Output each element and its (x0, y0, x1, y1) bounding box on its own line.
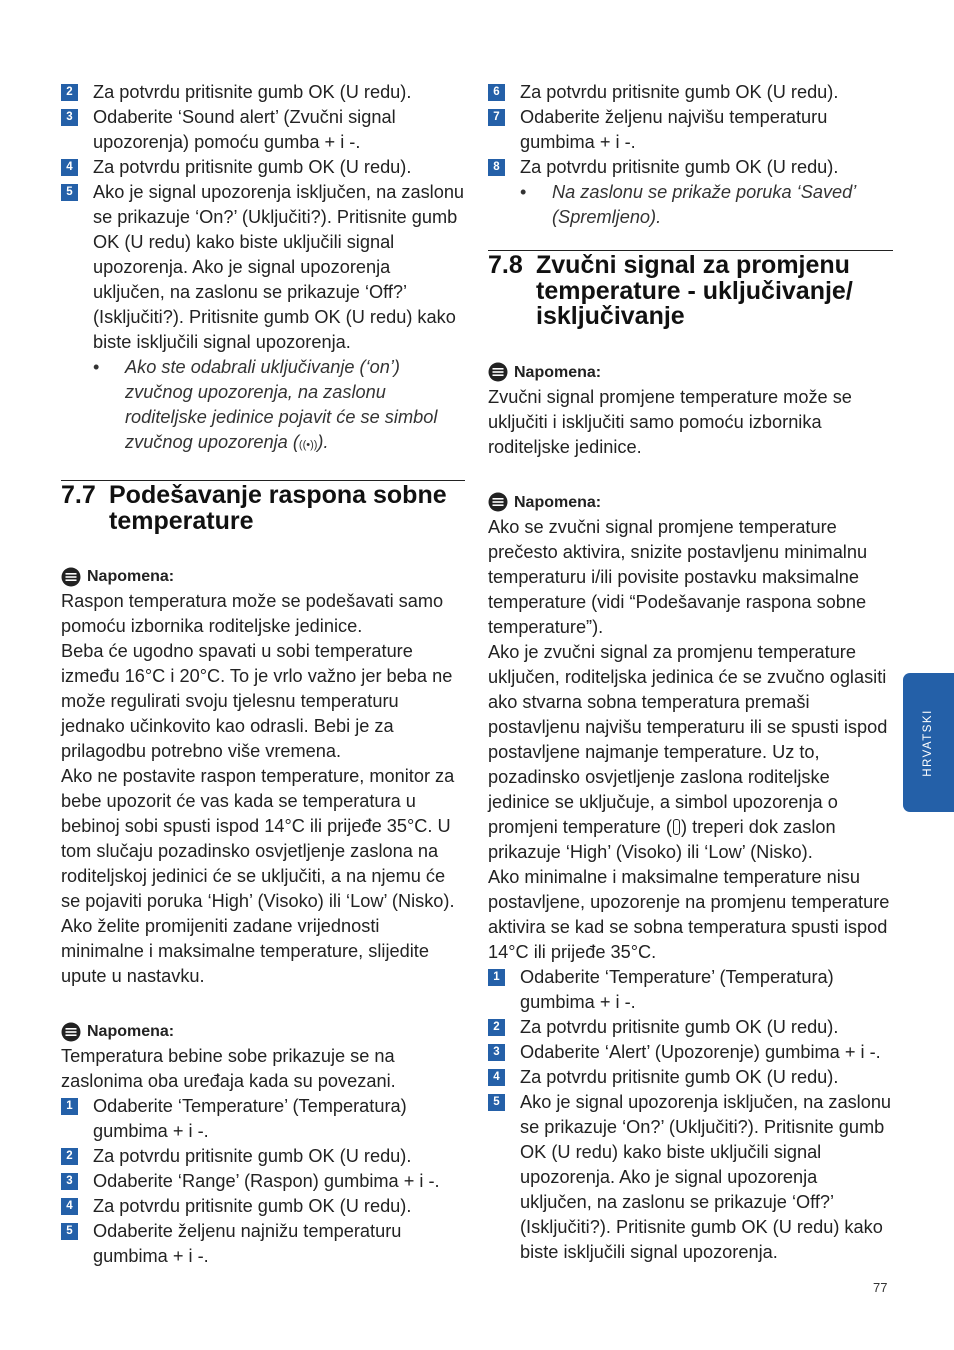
step-number: 3 (61, 109, 78, 126)
note-heading (61, 564, 465, 589)
step-item (488, 80, 893, 105)
note-text: Zvučni signal promjene temperature može se uključiti i isključiti samo pomoću izbornika roditeljske jedinice. (488, 386, 852, 457)
step-number: 4 (61, 159, 78, 176)
step-number: 1 (61, 1098, 78, 1115)
left-top-steps (61, 80, 465, 458)
bullet-item (488, 180, 893, 230)
step-number: 5 (488, 1094, 505, 1111)
note-label: Napomena: (514, 363, 602, 381)
note-icon (488, 492, 508, 512)
step-item (488, 1065, 893, 1090)
step-number: 3 (488, 1044, 505, 1061)
bullet-dot: • (520, 182, 527, 202)
sound-alert-icon: ((•)) (298, 439, 318, 451)
right-bottom-steps (488, 965, 893, 1265)
body-text: Ako je zvučni signal za promjenu temperature uključen, roditeljska jedinica će se zvučno oglasiti ako stvarna sobna temperatura premaši postavljenu najvišu temperaturu ili se spusti ispod postavljene najmanje temperature. Uz to, pozadinsko osvjetljenje zaslona roditeljske jedinice se uključuje, a simbol upozorenja o promjeni temperature ( (488, 641, 888, 837)
step-item (488, 155, 893, 180)
section-heading-7-7 (61, 480, 465, 534)
language-side-tab (903, 673, 954, 812)
step-text: Za potvrdu pritisnite gumb OK (U redu). (520, 1066, 839, 1087)
step-text: Odaberite ‘Temperature’ (Temperatura) gumbima + i -. (93, 1096, 407, 1141)
note-text: Raspon temperatura može se podešavati samo pomoću izbornika roditeljske jedinice. (61, 591, 444, 636)
note-icon (61, 567, 81, 587)
bullet-text: Ako ste odabrali uključivanje (‘on’) zvučnog upozorenja, na zaslonu roditeljske jedinice pojavit će se simbol zvučnog upozorenja ( (125, 357, 438, 452)
step-text: Odaberite ‘Alert’ (Upozorenje) gumbima + i -. (520, 1041, 881, 1062)
step-item (61, 1169, 465, 1194)
note-icon (61, 1022, 81, 1042)
note-icon (488, 362, 508, 382)
section-title-text: Podešavanje raspona sobne temperature (109, 481, 447, 535)
thermometer-icon (673, 819, 680, 835)
step-number: 5 (61, 1223, 78, 1240)
step-number: 8 (488, 159, 505, 176)
step-text: Za potvrdu pritisnite gumb OK (U redu). (520, 82, 839, 102)
step-item (61, 105, 465, 155)
step-text: Za potvrdu pritisnite gumb OK (U redu). (520, 157, 839, 177)
section-title (61, 483, 465, 534)
body-paragraph: Ako ne postavite raspon temperature, monitor za bebe upozorit će vas kada se temperatura u bebinoj sobi spusti ispod 14°C ili prijeđe 35°C. U tom slučaju pozadinsko osvjetljenje zaslona na roditeljskoj jedinici će se uključiti, a na njemu će se pojaviti poruka ‘High’ (Visoko) ili ‘Low’ (Nisko). Ako želite promijeniti zadane vrijednosti minimalne i maksimalne temperature, slijedite upute u nastavku. (61, 766, 455, 986)
step-number: 6 (488, 84, 505, 101)
step-item (488, 1090, 893, 1265)
step-item (61, 1144, 465, 1169)
step-item (488, 965, 893, 1015)
note-text: Temperatura bebine sobe prikazuje se na zaslonima oba uređaja kada su povezani. (61, 1046, 396, 1091)
note-label: Napomena: (87, 1023, 175, 1040)
step-text: Za potvrdu pritisnite gumb OK (U redu). (93, 1196, 412, 1216)
language-label: HRVATSKI (922, 709, 934, 777)
body-paragraph: Beba će ugodno spavati u sobi temperature između 16°C i 20°C. To je vrlo važno jer beba ne može regulirati svoju tjelesnu temperaturu jednako učinkovito kao odrasli. Bebi je za prilagodbu potrebno više vremena. (61, 641, 453, 761)
step-item (61, 80, 465, 105)
note-heading (488, 490, 893, 515)
body-text: ) treperi dok zaslon prikazuje ‘High’ (Visoko) ili ‘Low’ (Nisko). (488, 816, 836, 862)
step-item (61, 1219, 465, 1269)
section-number: 7.8 (488, 251, 523, 279)
step-text: Ako je signal upozorenja isključen, na zaslonu se prikazuje ‘On?’ (Uključiti?). Pritisnite gumb OK (U redu) kako biste uključili signal upozorenja. Ako je signal upozorenja uključen, na zaslonu se prikazuje ‘Off?’ (Isključiti?). Pritisnite gumb OK (U redu) kako biste isključili signal upozorenja. (93, 182, 465, 352)
step-item (61, 1094, 465, 1144)
note-label: Napomena: (514, 493, 602, 511)
note-text: Ako se zvučni signal promjene temperature prečesto aktivira, snizite postavljenu minimalnu temperaturu i/ili povisite postavku maksimalne temperature (vidi “Podešavanje raspona sobne temperature”). (488, 516, 868, 637)
section-number: 7.7 (61, 481, 96, 509)
bullet-text-end: ). (317, 432, 329, 452)
step-text: Za potvrdu pritisnite gumb OK (U redu). (93, 1146, 412, 1166)
step-number: 2 (488, 1019, 505, 1036)
bullet-dot: • (93, 357, 100, 377)
bullet-text: Na zaslonu se prikaže poruka ‘Saved’ (Spremljeno). (552, 182, 856, 227)
step-text: Odaberite ‘Temperature’ (Temperatura) gumbima + i -. (520, 966, 834, 1012)
step-text: Odaberite željenu najnižu temperaturu gumbima + i -. (93, 1221, 402, 1266)
step-text: Za potvrdu pritisnite gumb OK (U redu). (520, 1016, 839, 1037)
body-paragraph (488, 640, 893, 865)
step-item (488, 1015, 893, 1040)
step-text: Za potvrdu pritisnite gumb OK (U redu). (93, 82, 412, 102)
step-text: Za potvrdu pritisnite gumb OK (U redu). (93, 157, 412, 177)
note-label: Napomena: (87, 568, 175, 585)
step-number: 7 (488, 109, 505, 126)
bullet-item (61, 355, 465, 458)
step-item (61, 1194, 465, 1219)
step-number: 1 (488, 969, 505, 986)
body-paragraph: Ako minimalne i maksimalne temperature nisu postavljene, upozorenje na promjenu temperature aktivira se kad se sobna temperatura spusti ispod 14°C ili prijeđe 35°C. (488, 866, 890, 962)
step-text: Odaberite ‘Range’ (Raspon) gumbima + i -. (93, 1171, 440, 1191)
right-top-steps (488, 80, 893, 230)
section-heading-7-8 (488, 250, 893, 330)
step-number: 3 (61, 1173, 78, 1190)
section-title (488, 253, 893, 330)
step-item (488, 1040, 893, 1065)
step-text: Ako je signal upozorenja isključen, na zaslonu se prikazuje ‘On?’ (Uključiti?). Pritisnite gumb OK (U redu) kako biste uključili signal upozorenja. Ako je signal upozorenja uključen, na zaslonu se prikazuje ‘Off?’ (Isključiti?). Pritisnite gumb OK (U redu) kako biste isključili signal upozorenja. (520, 1091, 892, 1262)
step-text: Odaberite ‘Sound alert’ (Zvučni signal upozorenja) pomoću gumba + i -. (93, 107, 396, 152)
right-column (488, 80, 893, 1265)
step-item (488, 105, 893, 155)
step-number: 2 (61, 84, 78, 101)
step-number: 5 (61, 184, 78, 201)
left-bottom-steps (61, 1094, 465, 1269)
step-number: 4 (61, 1198, 78, 1215)
section-title-text: Zvučni signal za promjenu temperature - uključivanje/ isključivanje (536, 251, 853, 330)
step-item (61, 180, 465, 355)
step-text: Odaberite željenu najvišu temperaturu gumbima + i -. (520, 107, 828, 152)
left-column (61, 80, 465, 1269)
page-number: 77 (873, 1280, 888, 1295)
note-heading (488, 360, 893, 385)
step-number: 4 (488, 1069, 505, 1086)
step-item (61, 155, 465, 180)
step-number: 2 (61, 1148, 78, 1165)
note-heading (61, 1019, 465, 1044)
